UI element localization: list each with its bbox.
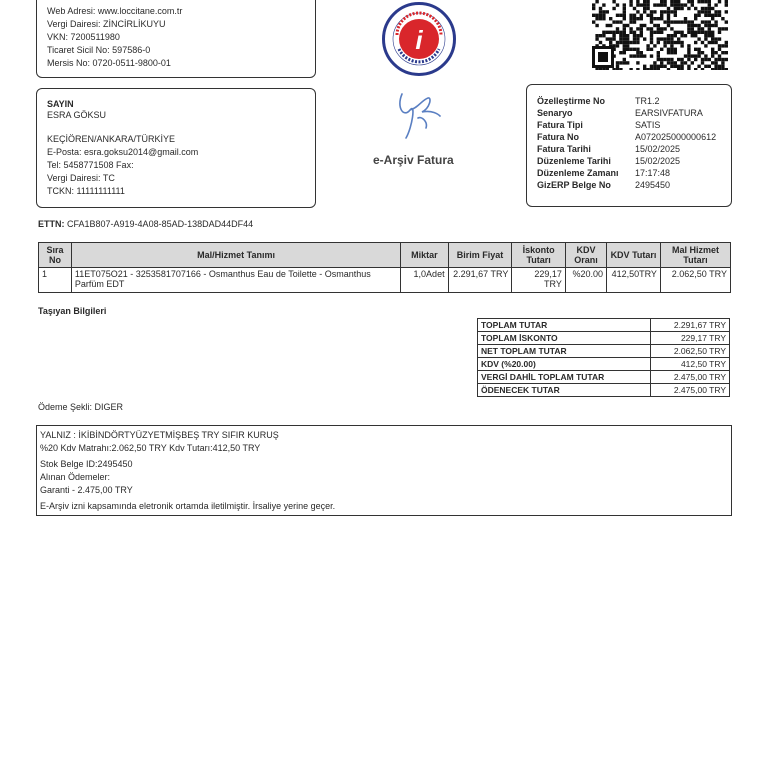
seller-trade-registry: Ticaret Sicil No: 597586-0	[47, 45, 151, 55]
gib-seal-logo	[382, 2, 456, 76]
note-line: YALNIZ : İKİBİNDÖRTYÜZYETMİŞBEŞ TRY SIFIR KURUŞ	[40, 430, 279, 440]
qr-code-icon	[592, 0, 730, 70]
ettn-line	[38, 219, 253, 229]
totals-row	[478, 384, 730, 397]
info-value: 15/02/2025	[635, 156, 681, 166]
table-cell: %20.00	[565, 268, 606, 293]
info-row	[537, 96, 660, 106]
table-cell: 412,50TRY	[607, 268, 661, 293]
totals-key: ÖDENECEK TUTAR	[478, 384, 651, 397]
info-key: Fatura No	[537, 132, 580, 142]
payment-method: Ödeme Şekli: DIGER	[38, 402, 124, 412]
info-value: 15/02/2025	[635, 144, 681, 154]
notes-box	[36, 425, 732, 516]
column-header: İskonto Tutarı	[512, 243, 566, 268]
table-cell: 229,17 TRY	[512, 268, 566, 293]
seller-vkn: VKN: 7200511980	[47, 32, 120, 42]
table-cell: 1	[39, 268, 72, 293]
seller-mersis: Mersis No: 0720-0511-9800-01	[47, 58, 171, 68]
table-row	[39, 268, 731, 293]
info-key: Fatura Tipi	[537, 120, 583, 130]
column-header: KDV Tutarı	[607, 243, 661, 268]
note-line: E-Arşiv izni kapsamında eletronik ortamda iletilmiştir. İrsaliye yerine geçer.	[40, 501, 336, 511]
note-line: %20 Kdv Matrahı:2.062,50 TRY Kdv Tutarı:412,50 TRY	[40, 443, 261, 453]
totals-value: 412,50 TRY	[651, 358, 730, 371]
totals-key: TOPLAM TUTAR	[478, 319, 651, 332]
buyer-address: KEÇİÖREN/ANKARA/TÜRKİYE	[47, 134, 176, 144]
info-value: 2495450	[635, 180, 671, 190]
buyer-tax-office: Vergi Dairesi: TC	[47, 173, 115, 183]
totals-row	[478, 332, 730, 345]
buyer-name: ESRA GÖKSU	[47, 110, 107, 120]
table-cell: 2.062,50 TRY	[660, 268, 730, 293]
info-value: 17:17:48	[635, 168, 671, 178]
ettn-value: CFA1B807-A919-4A08-85AD-138DAD44DF44	[67, 219, 254, 229]
items-table	[38, 242, 731, 293]
info-key: GizERP Belge No	[537, 180, 611, 190]
totals-value: 2.475,00 TRY	[651, 384, 730, 397]
totals-key: KDV (%20.00)	[478, 358, 651, 371]
column-header: Miktar	[401, 243, 448, 268]
column-header: Sıra No	[39, 243, 72, 268]
info-row	[537, 180, 670, 190]
seal-letter: i	[415, 25, 423, 55]
totals-value: 2.475,00 TRY	[651, 371, 730, 384]
totals-row	[478, 345, 730, 358]
column-header: Mal Hizmet Tutarı	[660, 243, 730, 268]
totals-value: 2.062,50 TRY	[651, 345, 730, 358]
info-key: Fatura Tarihi	[537, 144, 591, 154]
totals-row	[478, 371, 730, 384]
totals-key: TOPLAM İSKONTO	[478, 332, 651, 345]
totals-key: VERGİ DAHİL TOPLAM TUTAR	[478, 371, 651, 384]
table-cell: 11ET075O21 - 3253581707166 - Osmanthus Eau de Toilette - Osmanthus Parfüm EDT	[71, 268, 400, 293]
info-row	[537, 132, 716, 142]
totals-value: 229,17 TRY	[651, 332, 730, 345]
column-header: Mal/Hizmet Tanımı	[71, 243, 400, 268]
seller-info-box	[36, 0, 316, 78]
signature-icon	[392, 88, 444, 142]
carrier-heading: Taşıyan Bilgileri	[38, 306, 107, 316]
table-cell: 2.291,67 TRY	[448, 268, 512, 293]
note-line: Garanti - 2.475,00 TRY	[40, 485, 133, 495]
buyer-tckn: TCKN: 11111111111	[47, 186, 125, 196]
buyer-info-box	[36, 88, 316, 208]
note-line: Stok Belge ID:2495450	[40, 459, 133, 469]
info-value: A072025000000612	[635, 132, 717, 142]
info-row	[537, 144, 680, 154]
totals-row	[478, 319, 730, 332]
buyer-email: E-Posta: esra.goksu2014@gmail.com	[47, 147, 199, 157]
info-key: Düzenleme Tarihi	[537, 156, 611, 166]
info-value: EARSIVFATURA	[635, 108, 703, 118]
info-value: SATIS	[635, 120, 661, 130]
invoice-info-box	[526, 84, 732, 207]
info-row	[537, 120, 660, 130]
seller-tax-office: Vergi Dairesi: ZİNCİRLİKUYU	[47, 19, 166, 29]
buyer-phone: Tel: 5458771508 Fax:	[47, 160, 134, 170]
note-line: Alınan Ödemeler:	[40, 472, 111, 482]
column-header: Birim Fiyat	[448, 243, 512, 268]
info-key: Özelleştirme No	[537, 96, 606, 106]
info-row	[537, 168, 670, 178]
info-value: TR1.2	[635, 96, 660, 106]
totals-row	[478, 358, 730, 371]
column-header: KDV Oranı	[565, 243, 606, 268]
document-title: e-Arşiv Fatura	[373, 153, 454, 167]
totals-value: 2.291,67 TRY	[651, 319, 730, 332]
seal-badge	[399, 19, 439, 59]
ettn-label: ETTN:	[38, 219, 65, 229]
info-row	[537, 108, 703, 118]
info-key: Düzenleme Zamanı	[537, 168, 619, 178]
totals-table	[477, 318, 730, 397]
seller-web: Web Adresi: www.loccitane.com.tr	[47, 6, 183, 16]
info-key: Senaryo	[537, 108, 573, 118]
buyer-heading: SAYIN	[47, 99, 74, 109]
table-cell: 1,0Adet	[401, 268, 448, 293]
table-header-row	[39, 243, 731, 268]
totals-key: NET TOPLAM TUTAR	[478, 345, 651, 358]
info-row	[537, 156, 680, 166]
